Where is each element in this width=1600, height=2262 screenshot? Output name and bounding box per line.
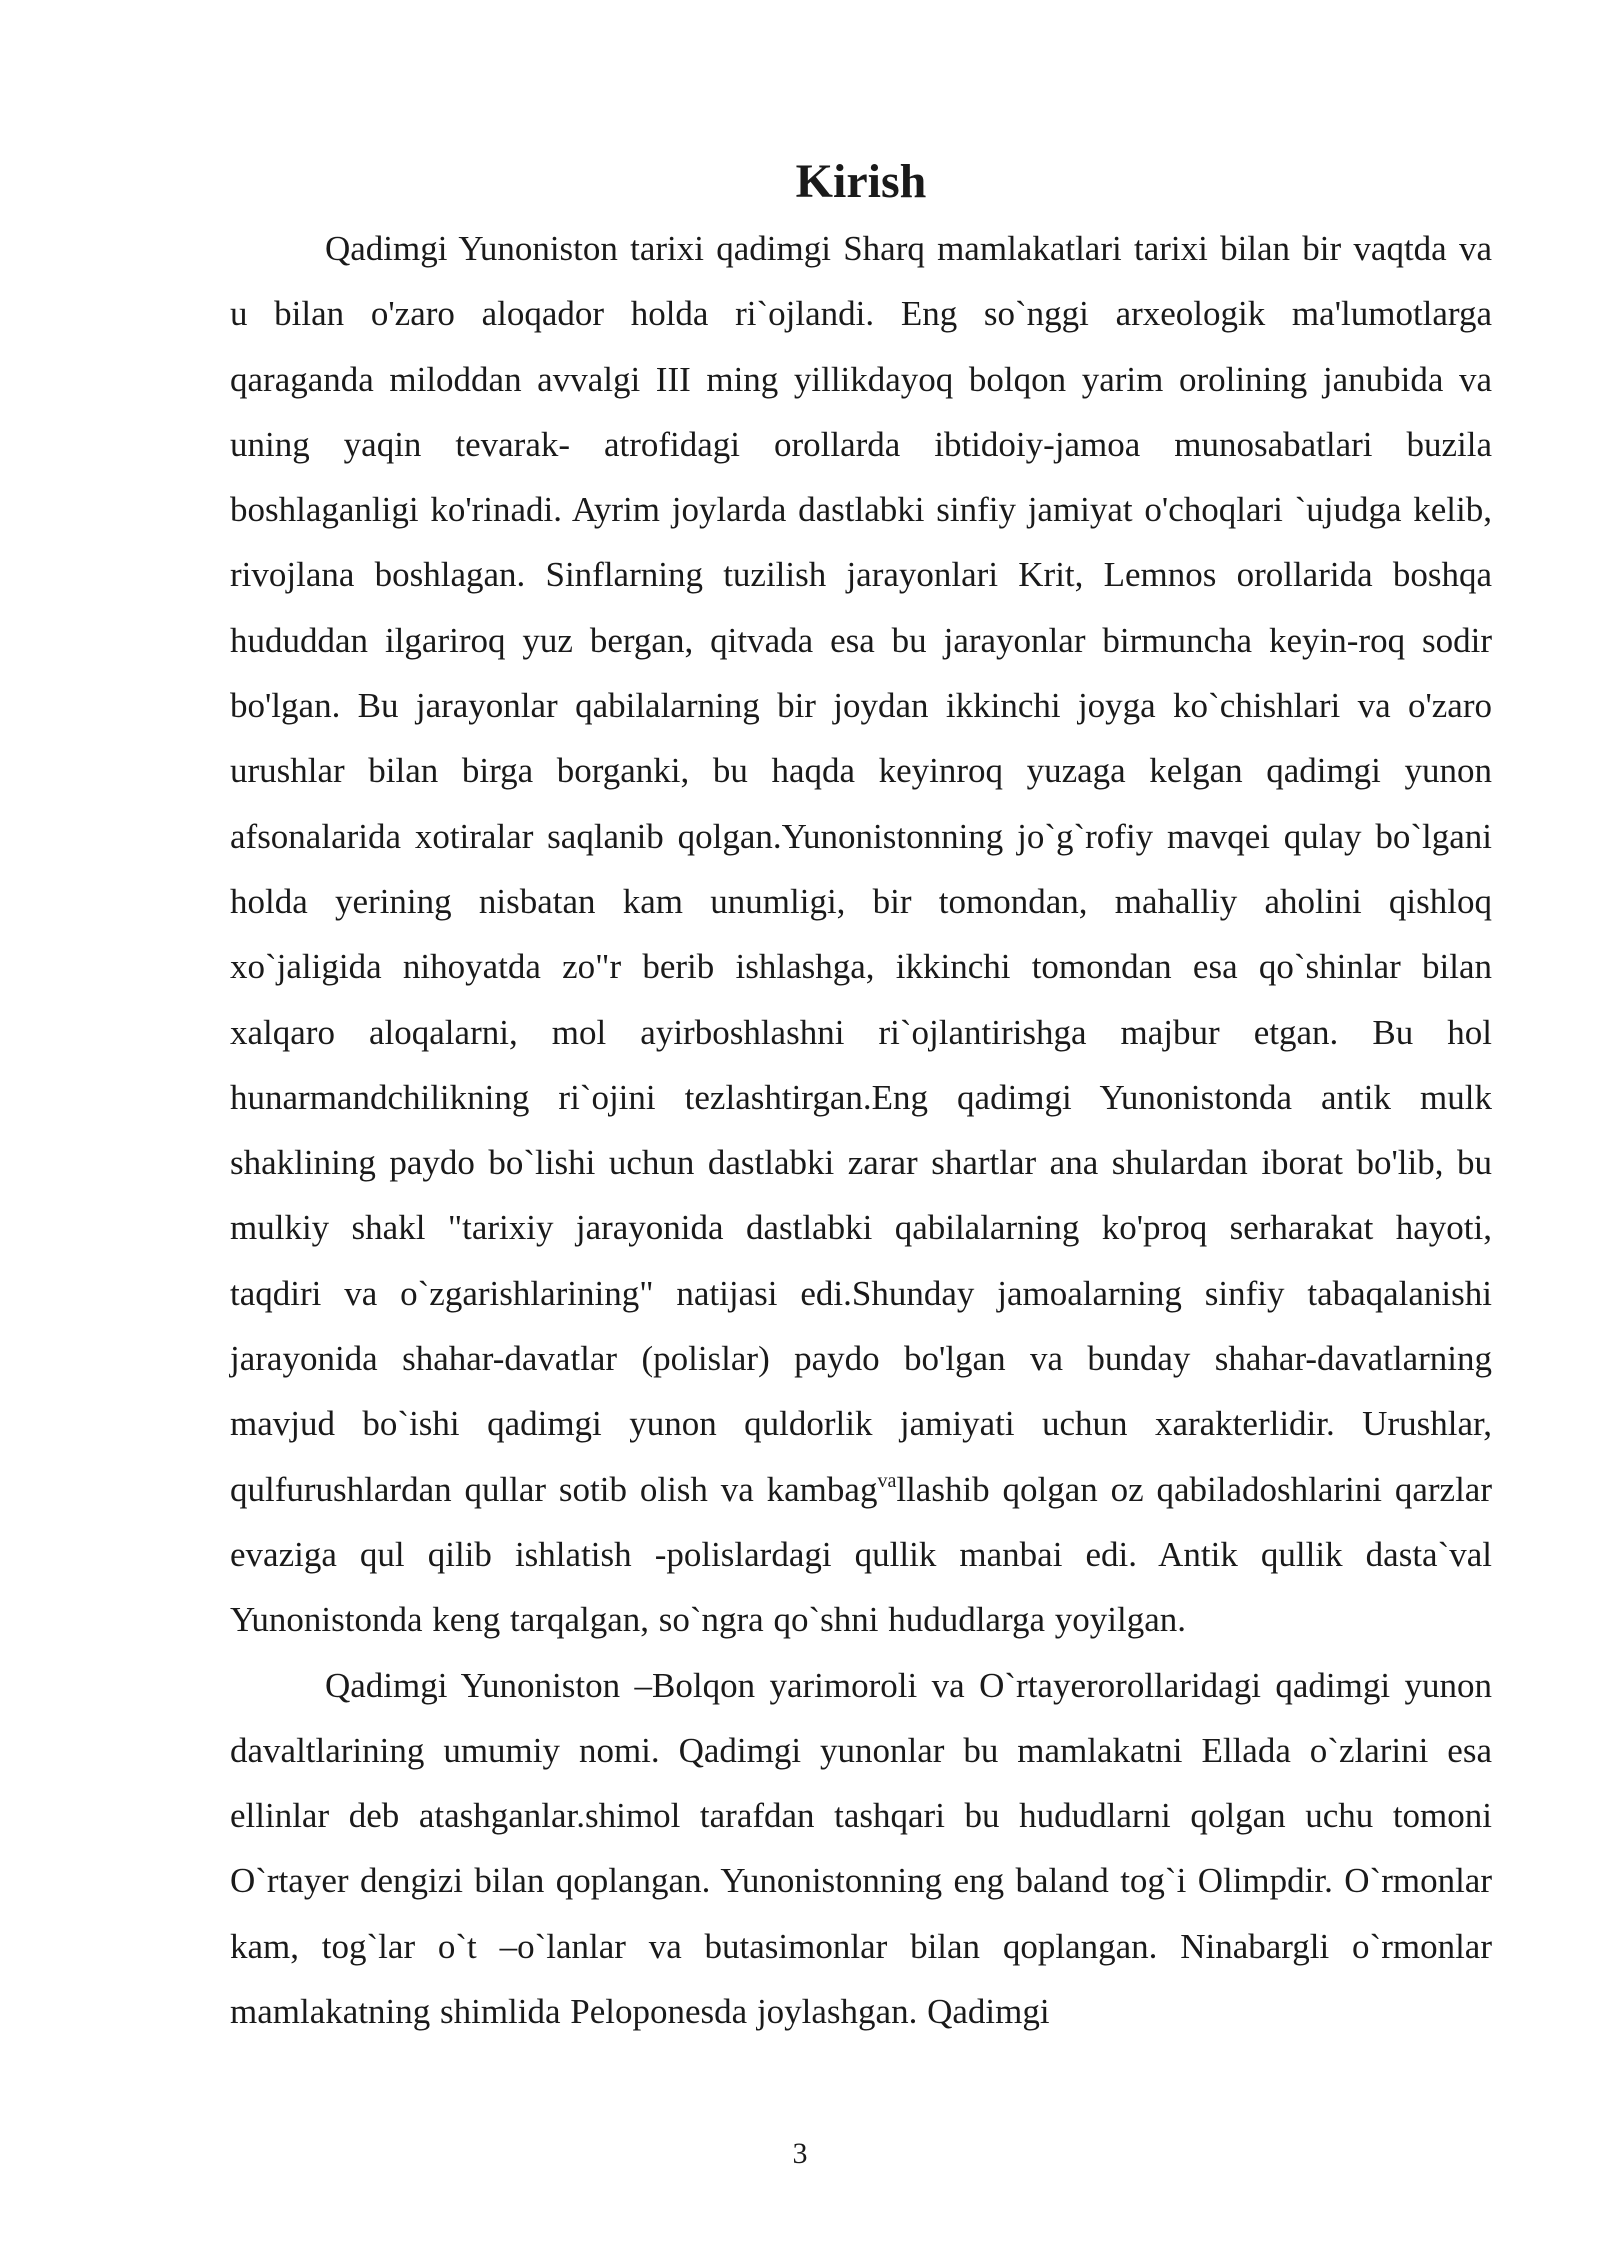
paragraph-1-text-continued: llashib qolgan oz qabiladoshlarini qarzlar evaziga qul qilib ishlatish -polislardagi qullik manbai edi. Antik qullik dasta`val Yunonistonda keng tarqalgan, so`ngra qo`shni hududlarga yoyilgan.	[230, 1469, 1492, 1640]
superscript-note: va	[877, 1469, 897, 1492]
document-page	[230, 150, 1492, 2044]
paragraph-1-text: Qadimgi Yunoniston tarixi qadimgi Sharq mamlakatlari tarixi bilan bir vaqtda va u bilan o'zaro aloqador holda ri`ojlandi. Eng so`nggi arxeologik ma'lumotlarga qaraganda miloddan avvalgi III ming yillikdayoq bolqon yarim orolining janubida va uning yaqin tevarak- atrofidagi orollarda ibtidoiy-jamoa munosabatlari buzila boshlaganligi ko'rinadi. Ayrim joylarda dastlabki sinfiy jamiyat o'choqlari `ujudga kelib, rivojlana boshlagan. Sinflarning tuzilish jarayonlari Krit, Lemnos orollarida boshqa hududdan ilgariroq yuz bergan, qitvada esa bu jarayonlar birmuncha keyin-roq sodir bo'lgan. Bu jarayonlar qabilalarning bir joydan ikkinchi joyga ko`chishlari va o'zaro urushlar bilan birga borganki, bu haqda keyinroq yuzaga kelgan qadimgi yunon afsonalarida xotiralar saqlanib qolgan.Yunonistonning jo`g`rofiy mavqei qulay bo`lgani holda yerining nisbatan kam unumligi, bir tomondan, mahalliy aholini qishloq xo`jaligida nihoyatda zo"r berib ishlashga, ikkinchi tomondan esa qo`shinlar bilan xalqaro aloqalarni, mol ayirboshlashni ri`ojlantirishga majbur etgan. Bu hol hunarmandchilikning ri`ojini tezlashtirgan.Eng qadimgi Yunonistonda antik mulk shaklining paydo bo`lishi uchun dastlabki zarar shartlar ana shulardan iborat bo'lib, bu mulkiy shakl "tarixiy jarayonida dastlabki qabilalarning ko'proq serharakat hayoti, taqdiri va o`zgarishlarining" natijasi edi.Shunday jamoalarning sinfiy tabaqalanishi jarayonida shahar-davatlar (polislar) paydo bo'lgan va bunday shahar-davatlarning mavjud bo`ishi qadimgi yunon quldorlik jamiyati uchun xarakterlidir. Urushlar, qulfurushlardan qullar sotib olish va kambag	[230, 229, 1492, 1509]
paragraph-1	[230, 216, 1492, 1653]
page-number: 3	[792, 2137, 808, 2170]
document-title: Kirish	[795, 155, 927, 208]
paragraph-2: Qadimgi Yunoniston –Bolqon yarimoroli va O`rtayerorollaridagi qadimgi yunon davaltlarining umumiy nomi. Qadimgi yunonlar bu mamlakatni Ellada o`zlarini esa ellinlar deb atashganlar.shimol tarafdan tashqari bu hududlarni qolgan uchu tomoni O`rtayer dengizi bilan qoplangan. Yunonistonning eng baland tog`i Olimpdir. O`rmonlar kam, tog`lar o`t –o`lanlar va butasimonlar bilan qoplangan. Ninabargli o`rmonlar mamlakatning shimlida Peloponesda joylashgan. Qadimgi	[230, 1665, 1492, 2032]
